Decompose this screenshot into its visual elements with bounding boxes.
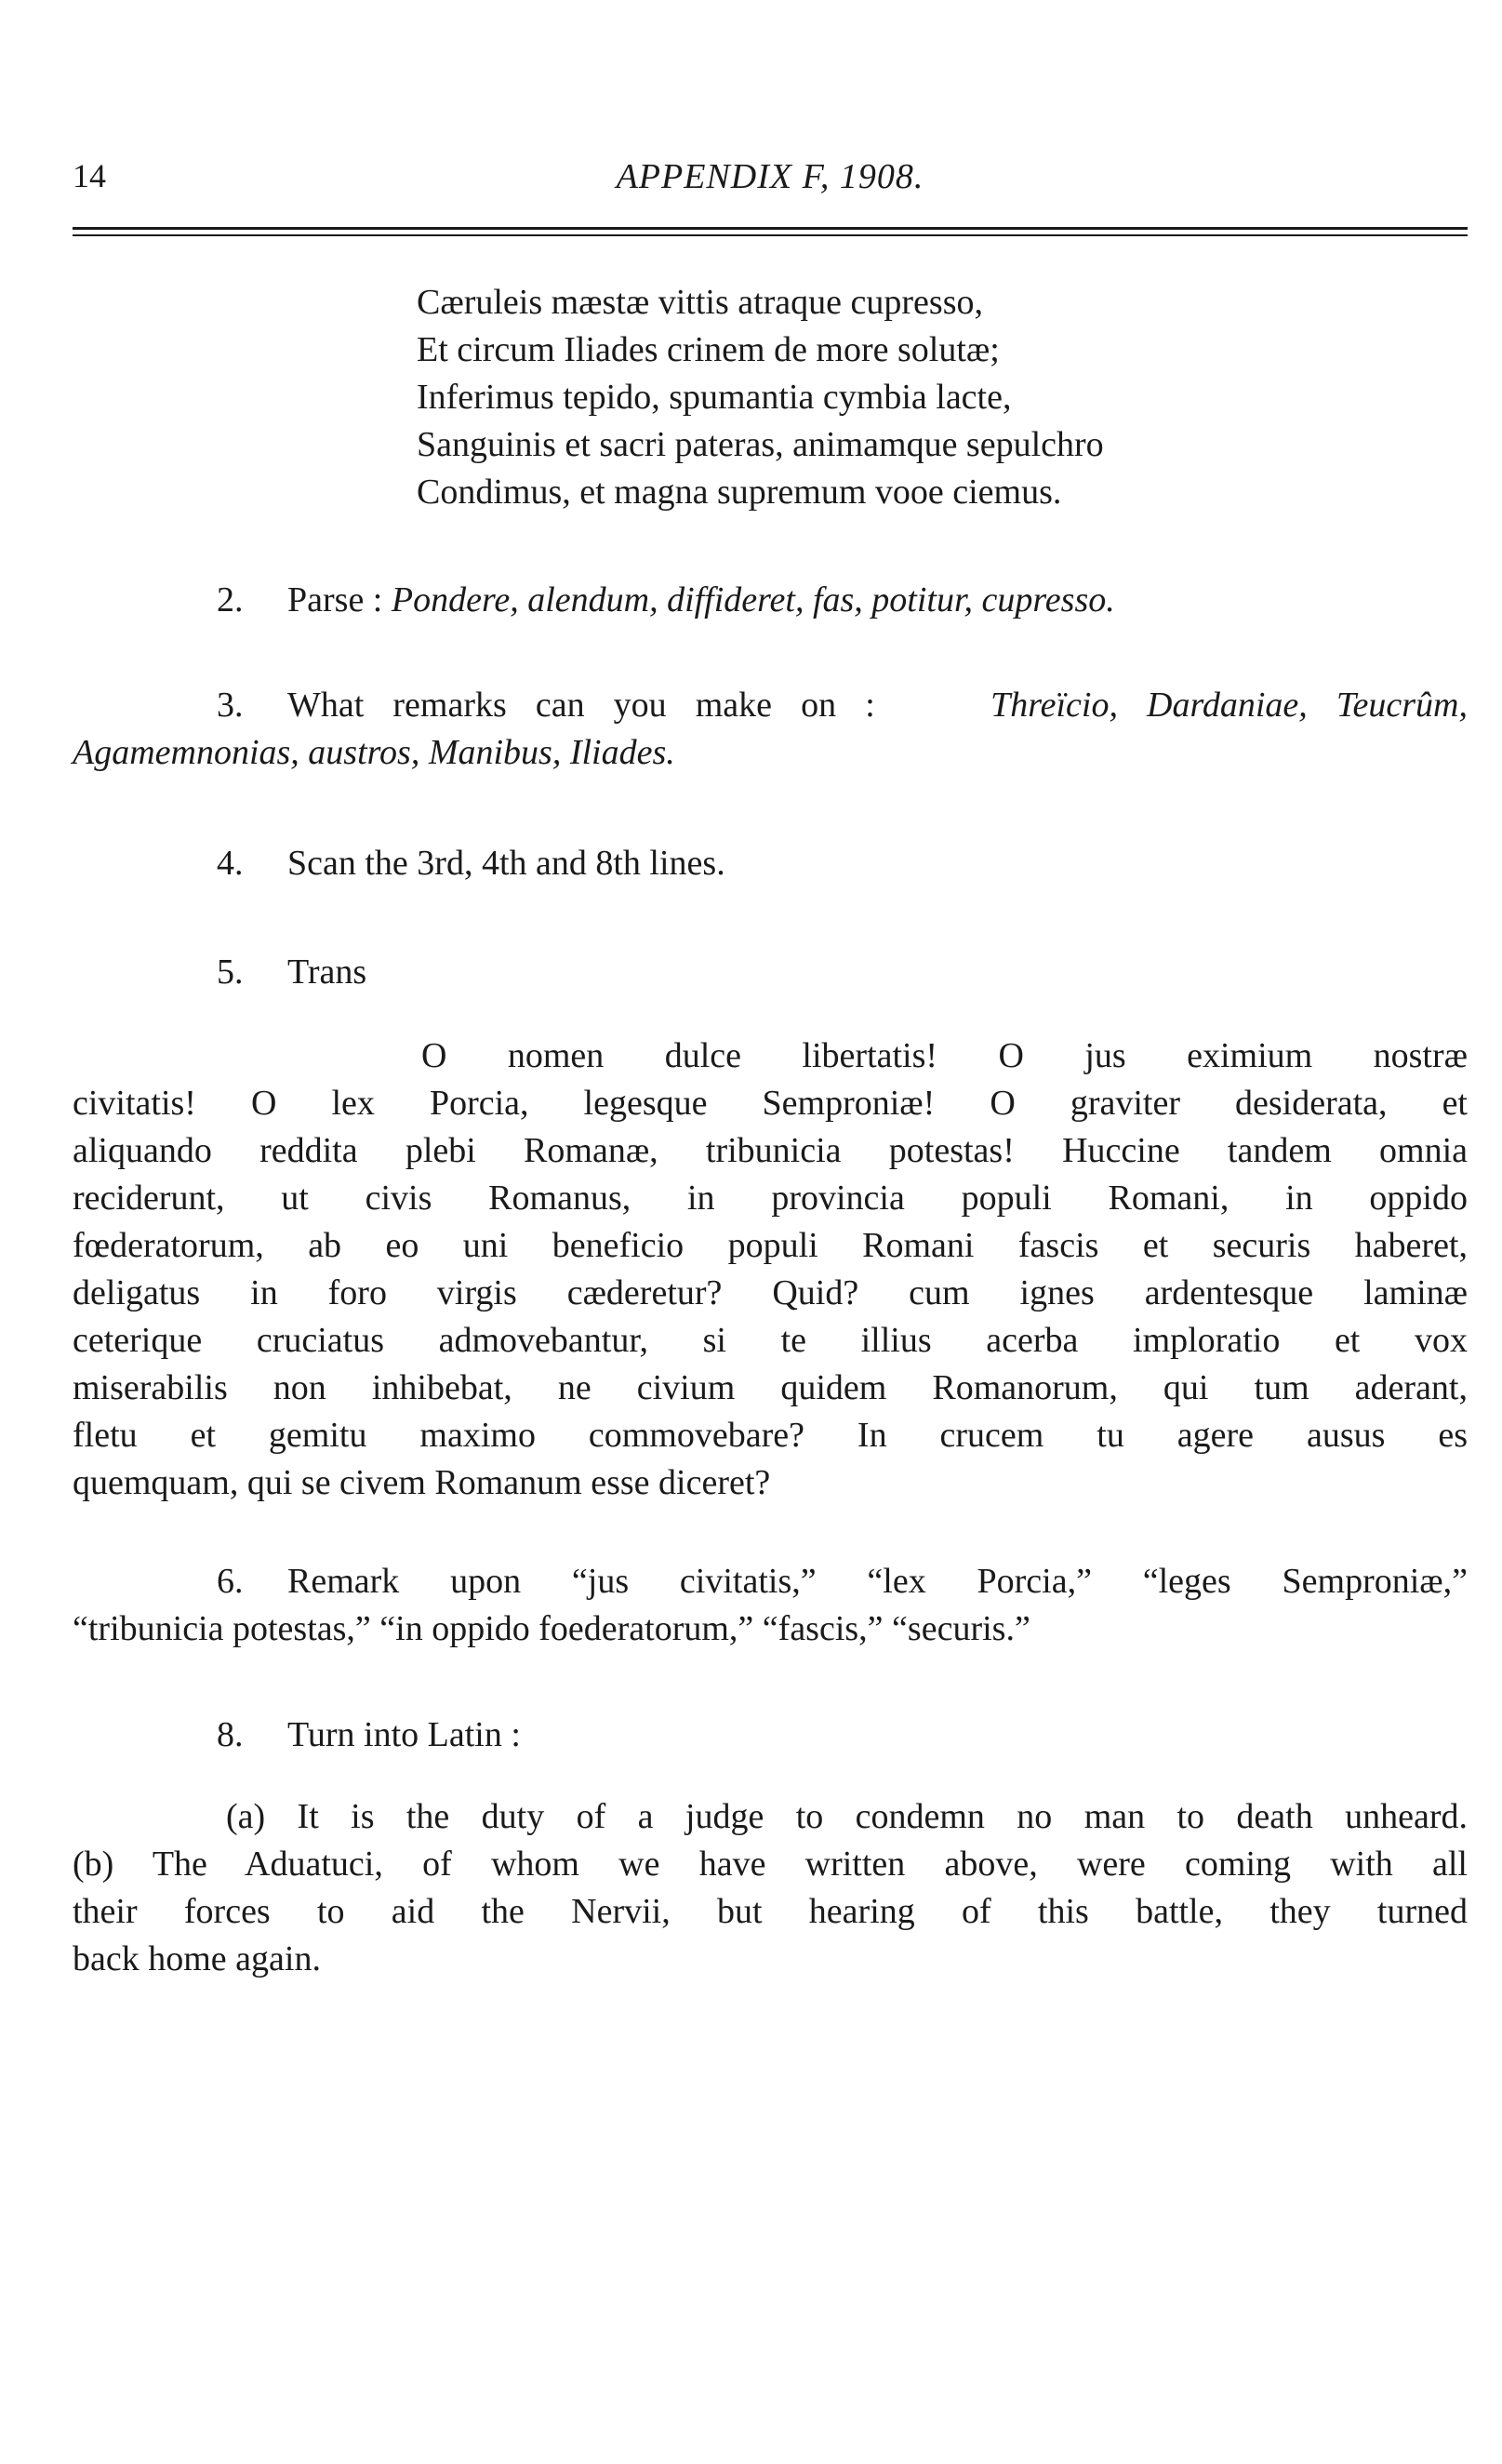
question-text: Scan the 3rd, 4th and 8th lines. [287, 844, 725, 883]
question-5 [73, 949, 1502, 996]
verse-line: Condimus, et magna supremum vooe ciemus. [417, 473, 1062, 512]
question-4 [73, 840, 1502, 887]
verse-line: Cæruleis mæstæ vittis atraque cupresso, [417, 283, 984, 322]
question-text: Trans [287, 952, 367, 992]
question-text: Turn into Latin : [287, 1715, 521, 1754]
prose-line: aliquando reddita plebi Romanæ, tribunicia potestas! Huccine tandem omnia [73, 1131, 1468, 1170]
running-title: APPENDIX F, 1908. [616, 157, 924, 196]
verse-passage [417, 279, 1440, 516]
header-rule-bottom [73, 234, 1468, 236]
prose-line: ceterique cruciatus admovebantur, si te illius acerba imploratio et vox [73, 1321, 1468, 1360]
question-words: Pondere, alendum, diffideret, fas, potitur, cupresso. [391, 580, 1115, 619]
question-number: 6. [217, 1562, 244, 1601]
verse-line: Inferimus tepido, spumantia cymbia lacte, [417, 378, 1012, 417]
prose-line: deligatus in foro virgis cæderetur? Quid? cum ignes ardentesque laminæ [73, 1273, 1468, 1312]
sentence-line: (a) It is the duty of a judge to condemn no man to death unheard. [226, 1797, 1468, 1836]
question-words: Threïcio, Dardaniae, Teucrûm, [990, 686, 1468, 725]
question-text-continued: “tribunicia potestas,” “in oppido foederatorum,” “fascis,” “securis.” [73, 1609, 1030, 1648]
question-number: 2. [217, 580, 244, 619]
verse-line: Sanguinis et sacri pateras, animamque sepulchro [417, 425, 1104, 464]
sentence-line: back home again. [73, 1939, 321, 1978]
page-number: 14 [73, 157, 106, 194]
prose-line: fœderatorum, ab eo uni beneficio populi Romani fascis et securis haberet, [73, 1226, 1468, 1265]
question-2 [73, 577, 1502, 624]
prose-line: fletu et gemitu maximo commovebare? In crucem tu agere ausus es [73, 1416, 1468, 1455]
sentence-line: their forces to aid the Nervii, but hearing of this battle, they turned [73, 1892, 1468, 1931]
header-rule-top [73, 227, 1468, 230]
question-6 [73, 1558, 1468, 1653]
page-header [73, 156, 1468, 203]
prose-line: quemquam, qui se civem Romanum esse diceret? [73, 1463, 771, 1502]
question-number: 5. [217, 952, 244, 992]
question-line [73, 682, 1468, 729]
question-3 [73, 682, 1468, 777]
question-number: 3. [217, 686, 244, 725]
verse-line: Et circum Iliades crinem de more solutæ; [417, 330, 1000, 369]
prose-line: O nomen dulce libertatis! O jus eximium nostræ [421, 1036, 1468, 1075]
translation-sentences [73, 1793, 1468, 1983]
question-lead: Parse : [287, 580, 383, 619]
prose-line: miserabilis non inhibebat, ne civium quidem Romanorum, qui tum aderant, [73, 1368, 1468, 1407]
question-8 [73, 1711, 1502, 1759]
question-number: 4. [217, 844, 244, 883]
question-line [73, 1558, 1468, 1605]
question-number: 8. [217, 1715, 244, 1754]
question-lead: What remarks can you make on : [287, 686, 875, 725]
question-words-continued: Agamemnonias, austros, Manibus, Iliades. [73, 733, 675, 772]
sentence-line: (b) The Aduatuci, of whom we have written above, were coming with all [73, 1845, 1468, 1884]
prose-line: civitatis! O lex Porcia, legesque Semproniæ! O graviter desiderata, et [73, 1084, 1468, 1123]
prose-line: reciderunt, ut civis Romanus, in provincia populi Romani, in oppido [73, 1179, 1468, 1218]
latin-prose-passage [73, 1032, 1468, 1507]
question-text: Remark upon “jus civitatis,” “lex Porcia,” “leges Semproniæ,” [287, 1562, 1468, 1601]
